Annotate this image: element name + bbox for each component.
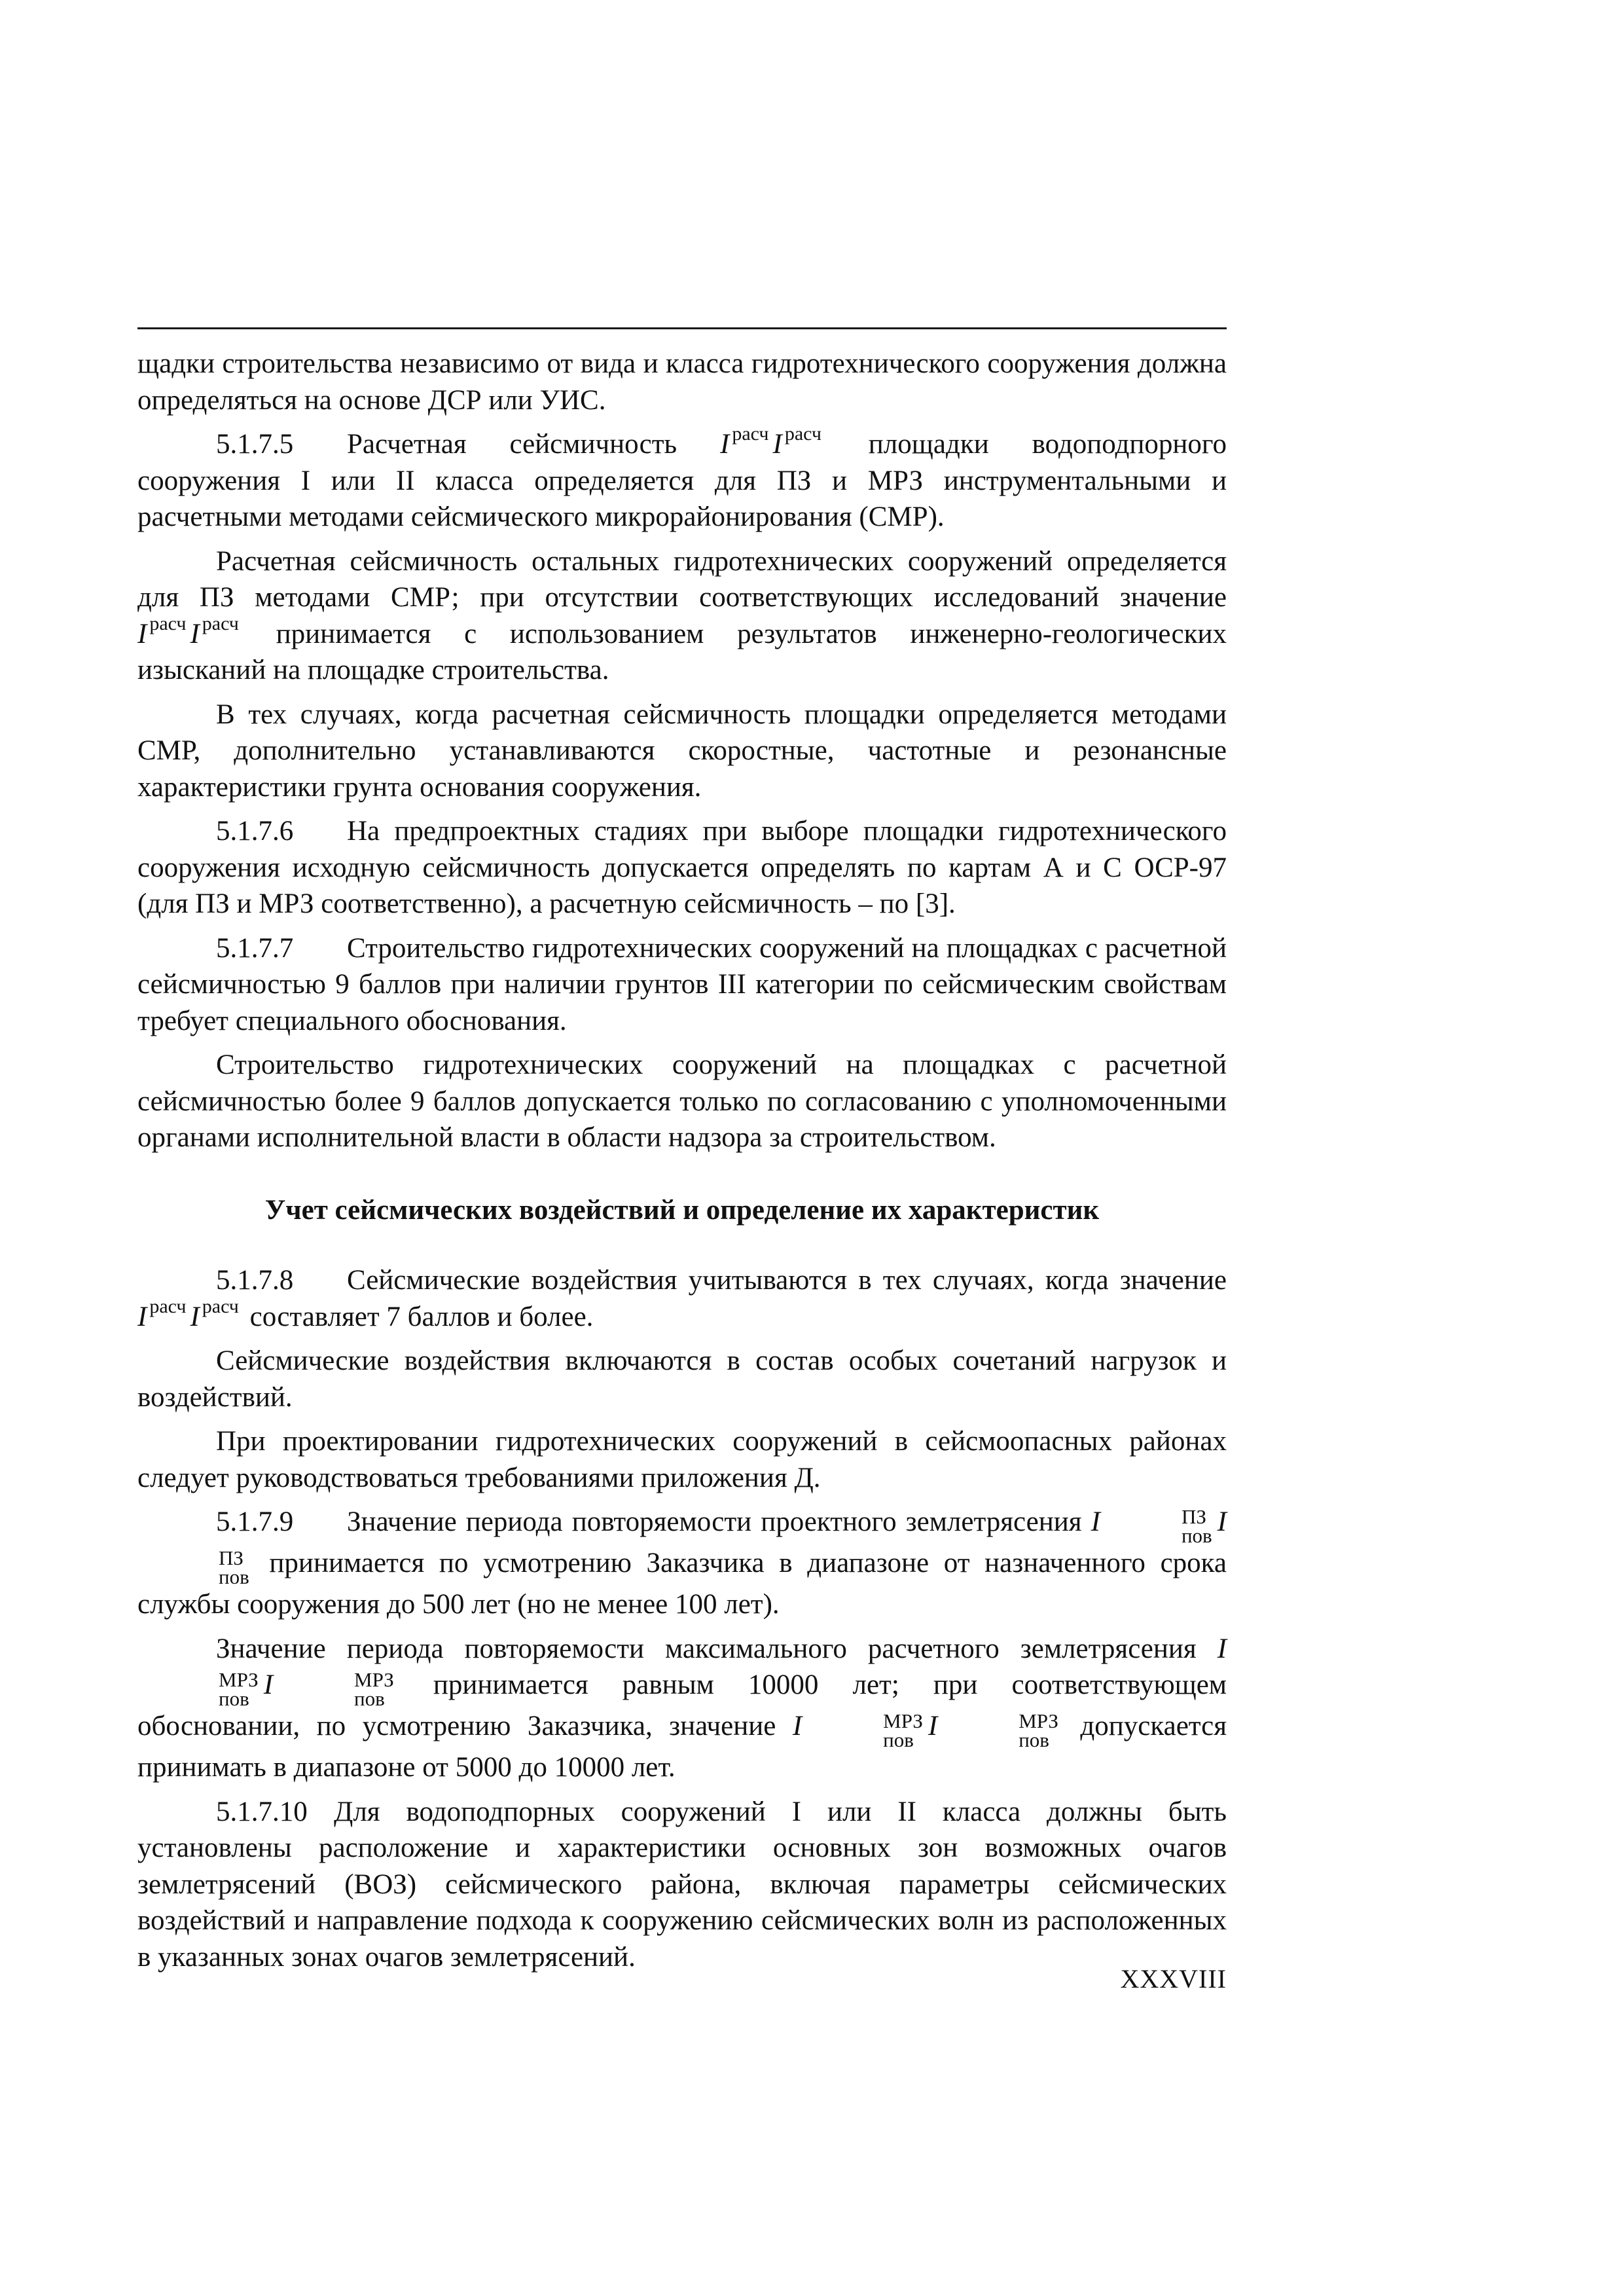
paragraph-appendix-d — [137, 1423, 1227, 1496]
sup-mrz: МРЗ — [883, 1709, 923, 1732]
sub-sup-mrz-pov — [804, 1711, 923, 1749]
symbol-i: I — [928, 1711, 938, 1741]
paragraph-5-1-7-6 — [137, 813, 1227, 922]
sup-mrz: МРЗ — [1019, 1709, 1058, 1732]
paragraph-5-1-7-8 — [137, 1262, 1227, 1335]
paragraph-text: При проектировании гидротехнических сооружений в сейсмоопасных районах следует руководствоваться требованиями приложения Д. — [137, 1426, 1227, 1493]
paragraph-smr-methods — [137, 697, 1227, 806]
symbol-i: I — [137, 618, 147, 649]
sub-pov: пов — [883, 1728, 914, 1751]
paragraph-more-than-9 — [137, 1047, 1227, 1156]
paragraph-seismicity-other — [137, 543, 1227, 689]
symbol-i: I — [1217, 1633, 1227, 1664]
sup-mrz: МРЗ — [354, 1668, 394, 1691]
paragraph-text: Сейсмические воздействия включаются в состав особых сочетаний нагрузок и воздействий. — [137, 1345, 1227, 1413]
paragraph-text: На предпроектных стадиях при выборе площадки гидротехнического сооружения исходную сейсмичность допускается определять по картам А и С ОСР-97 (для ПЗ и МРЗ соответственно), а расчетную сейсмичность – по [3]. — [137, 816, 1227, 919]
paragraph-5-1-7-10 — [137, 1794, 1227, 1976]
symbol-i: I — [1091, 1506, 1100, 1537]
symbol-i: I — [1217, 1506, 1227, 1537]
symbol-i: I — [190, 618, 200, 649]
paragraph-mrz-period — [137, 1631, 1227, 1786]
clause-number: 5.1.7.5 — [216, 429, 294, 460]
symbol-i: I — [792, 1711, 803, 1741]
sub-sup-mrz-pov — [140, 1670, 259, 1708]
paragraph-text: Значение периода повторяемости проектного землетрясения — [347, 1506, 1082, 1537]
clause-number: 5.1.7.9 — [216, 1506, 294, 1537]
paragraph-text: В тех случаях, когда расчетная сейсмичность площадки определяется методами СМР, дополнительно устанавливаются скоростные, частотные и резонансные характеристики грунта основания сооружения. — [137, 699, 1227, 803]
clause-number: 5.1.7.10 — [216, 1796, 308, 1827]
symbol-i: I — [190, 1301, 200, 1332]
symbol-i: I — [720, 429, 730, 460]
sub-sup-mrz-pov — [276, 1670, 394, 1708]
document-body — [137, 346, 1227, 1983]
sub-sup-pz-pov — [1103, 1507, 1212, 1545]
paragraph-text: принимается с использованием результатов инженерно-геологических изысканий на площадке строительства. — [137, 618, 1227, 685]
superscript-rasch: расч — [202, 612, 239, 634]
paragraph-text: Значение периода повторяемости максимального расчетного землетрясения — [216, 1633, 1197, 1664]
paragraph-text: Расчетная сейсмичность — [347, 429, 677, 460]
paragraph-5-1-7-5 — [137, 423, 1227, 536]
clause-number: 5.1.7.7 — [216, 932, 294, 964]
paragraph-text: Строительство гидротехнических сооружений на площадках с расчетной сейсмичностью более 9 баллов допускается только по согласованию с уполномоченными органами исполнительной власти в области надзора за строительством. — [137, 1049, 1227, 1153]
sup-pz: ПЗ — [1181, 1505, 1206, 1528]
paragraph-special-combinations — [137, 1343, 1227, 1415]
paragraph-text: Строительство гидротехнических сооружений на площадках с расчетной сейсмичностью 9 баллов при наличии грунтов III категории по сейсмическим свойствам требует специального обоснования. — [137, 932, 1227, 1036]
paragraph-continuation — [137, 346, 1227, 418]
sub-sup-mrz-pov — [940, 1711, 1058, 1749]
clause-number: 5.1.7.8 — [216, 1265, 294, 1296]
section-heading: Учет сейсмических воздействий и определение их характеристик — [264, 1194, 1100, 1226]
sub-sup-pz-pov — [140, 1548, 249, 1586]
sub-pov: пов — [219, 1565, 249, 1588]
paragraph-text: принимается по усмотрению Заказчика в диапазоне от назначенного срока службы сооружения до 500 лет (но не менее 100 лет). — [137, 1548, 1227, 1620]
paragraph-text: составляет 7 баллов и более. — [249, 1301, 594, 1332]
sub-pov: пов — [1181, 1524, 1212, 1547]
paragraph-5-1-7-9 — [137, 1504, 1227, 1623]
symbol-i: I — [772, 429, 782, 460]
sub-pov: пов — [1019, 1728, 1049, 1751]
symbol-i: I — [263, 1669, 274, 1700]
paragraph-text: Сейсмические воздействия учитываются в тех случаях, когда значение — [347, 1265, 1227, 1296]
paragraph-5-1-7-7 — [137, 930, 1227, 1040]
superscript-rasch: расч — [732, 423, 769, 445]
superscript-rasch: расч — [202, 1295, 239, 1317]
paragraph-text: принимается равным 10000 лет; при соответствующем обосновании, по усмотрению Заказчика, значение — [137, 1669, 1227, 1741]
superscript-rasch: расч — [784, 423, 821, 445]
sub-pov: пов — [354, 1687, 385, 1710]
sup-pz: ПЗ — [219, 1546, 244, 1569]
page-number: XXXVIII — [1120, 1964, 1227, 1994]
paragraph-text: щадки строительства независимо от вида и класса гидротехнического сооружения должна определяться на основе ДСР или УИС. — [137, 348, 1227, 416]
paragraph-text: допускается принимать в диапазоне от 5000 до 10000 лет. — [137, 1711, 1227, 1783]
paragraph-text: Расчетная сейсмичность остальных гидротехнических сооружений определяется для ПЗ методами СМР; при отсутствии соответствующих исследований значение — [137, 545, 1227, 613]
symbol-i: I — [137, 1301, 147, 1332]
superscript-rasch: расч — [149, 1295, 187, 1317]
paragraph-text: площадки водоподпорного сооружения I или II класса определяется для ПЗ и МРЗ инструментальными и расчетными методами сейсмического микрорайонирования (СМР). — [137, 429, 1227, 532]
superscript-rasch: расч — [149, 612, 187, 634]
sub-pov: пов — [219, 1687, 249, 1710]
clause-number: 5.1.7.6 — [216, 816, 294, 847]
header-rule — [137, 327, 1227, 329]
sup-mrz: МРЗ — [219, 1668, 259, 1691]
paragraph-text: Для водоподпорных сооружений I или II класса должны быть установлены расположение и характеристики основных зон возможных очагов землетрясений (ВОЗ) сейсмического района, включая параметры сейсмических воздействий и направление подхода к сооружению сейсмических волн из расположенных в указанных зонах очагов землетрясений. — [137, 1796, 1227, 1973]
